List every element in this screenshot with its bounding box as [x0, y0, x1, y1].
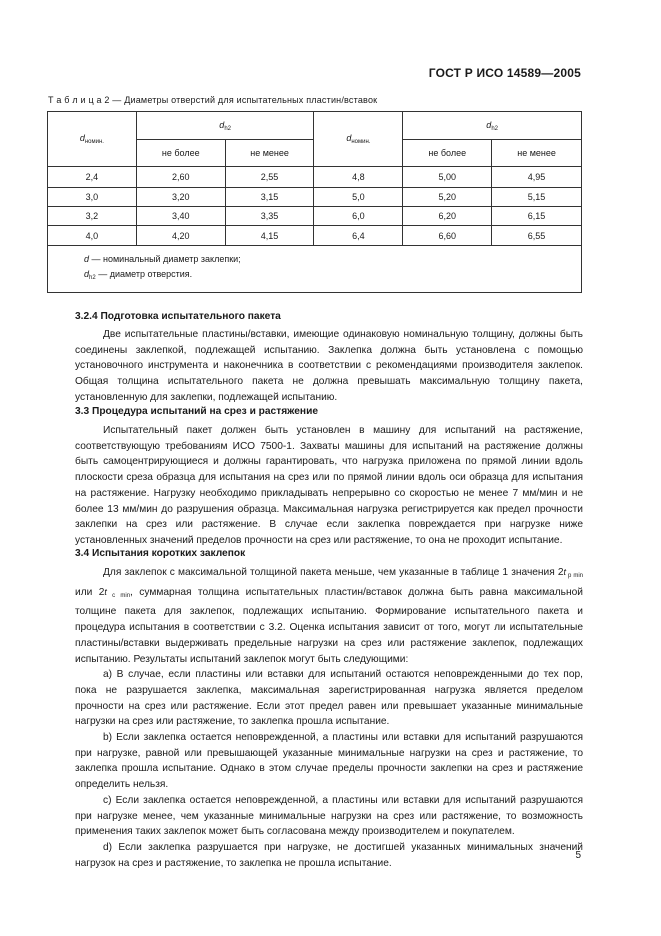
cell: 3,35: [225, 207, 314, 226]
cell: 6,55: [492, 226, 582, 246]
header-not-less: не менее: [225, 140, 314, 167]
cell: 3,40: [136, 207, 225, 226]
section-3-4-heading: 3.4 Испытания коротких заклепок: [75, 548, 246, 559]
cell: 5,0: [314, 188, 403, 207]
cell: 4,15: [225, 226, 314, 246]
header-not-more-2: не более: [403, 140, 492, 167]
result-b: b) Если заклепка остается неповрежденной, а пластины или вставки для испытаний разрушаются при нагрузке, равной или превышающей указанные минимальные нагрузки на срез и растяжение, то заклепка прошла испытание. Однако в этом случае пределы прочности заклепки на срез и растяжение определить нельзя.: [75, 732, 583, 791]
cell: 6,60: [403, 226, 492, 246]
cell: 6,20: [403, 207, 492, 226]
header-not-less-2: не менее: [492, 140, 582, 167]
section-3-4-text: Для заклепок с максимальной толщиной пакета меньше, чем указанные в таблице 1 значения 2t $_{p min}$ или 2t $_{c min}$, суммарная толщина испытательных пластин/вставок должна быть равна максимальной толщине пакета для заклепок, подлежащих испытанию. Формирование испытательного пакета и процедура испытания в соответствии с 3.2. Оценка испытания зависит от того, могут ли испытательные пластины/вставки выдерживать предельные нагрузки на срез или растяжение заклепок, подлежащих испытанию. Результаты испытаний заклепок могут быть следующими: a) В случае, если пластины или вставки для испытаний остаются неповрежденными до тех пор, пока не разрушается заклепка, максимальная зарегистрированная нагрузка является пределом прочности на срез или растяжение. Если этот предел равен или превышает указанные минимальные нагрузки на срез или растяжение, то заклепка прошла испытание. b) Если заклепка остается неповрежденной, а пластины или вставки для испытаний разрушаются при нагрузке, равной или превышающей указанные минимальные нагрузки на срез и растяжение, то заклепка прошла испытание. Однако в этом случае пределы прочности заклепки на срез и растяжение определить нельзя. c) Если заклепка остается неповрежденной, а пластины или вставки для испытаний разрушаются при нагрузке менее, чем указанные минимальные нагрузки на срез или растяжение, то возможность применения таких заклепок может быть согласована между производителем и покупателем. d) Если заклепка разрушается при нагрузке, не достигшей указанных минимальных значений нагрузок на срез и растяжение, то заклепка не прошла испытание.: [75, 565, 583, 871]
cell: 4,0: [48, 226, 137, 246]
cell: 4,20: [136, 226, 225, 246]
section-3-3-text: Испытательный пакет должен быть установлен в машину для испытаний на растяжение, соответствующую требованиям ИСО 7500-1. Захваты машины для испытаний на растяжение должны быть самоцентрирующиеся и должны гарантировать, что нагрузка приложена по прямой линии вдоль плоскости среза образца для испытания на срез или по прямой линии вдоль оси образца для испытания на растяжение. Нагрузку необходимо прикладывать непрерывно со скоростью не менее 7 мм/мин и не более 13 мм/мин до разрушения образца. Максимальная нагрузка регистрируется как предел прочности заклепки на срез или растяжение. В случае если заклепка повреждается при нагрузке ниже установленных значений пределов прочности на срез или растяжение, то она не проходит испытание.: [75, 425, 583, 546]
cell: 5,15: [492, 188, 582, 207]
cell: 5,00: [403, 167, 492, 188]
cell: 2,60: [136, 167, 225, 188]
hole-diameters-table: [47, 111, 582, 293]
table-row: [48, 207, 582, 226]
table-notes: [48, 246, 582, 293]
cell: 2,4: [48, 167, 137, 188]
cell: 3,15: [225, 188, 314, 207]
cell: 4,8: [314, 167, 403, 188]
table-caption: Т а б л и ц а 2 — Диаметры отверстий для испытательных пластин/вставок: [48, 95, 378, 105]
table-row: [48, 226, 582, 246]
header-dh2-left: $d_{h2}$: [136, 112, 314, 140]
cell: 6,4: [314, 226, 403, 246]
standard-designation: ГОСТ Р ИСО 14589—2005: [428, 66, 581, 80]
notes-cell: [48, 246, 582, 293]
cell: 6,15: [492, 207, 582, 226]
section-3-3-heading: 3.3 Процедура испытаний на срез и растяжение: [75, 406, 318, 417]
section-3-2-4-heading: 3.2.4 Подготовка испытательного пакета: [75, 311, 281, 322]
note-d: d — номинальный диаметр заклепки;: [84, 254, 241, 264]
note-dh2: $d_{h2}$ — диаметр отверстия.: [84, 269, 193, 281]
cell: 2,55: [225, 167, 314, 188]
result-c: c) Если заклепка остается неповрежденной, а пластины или вставки для испытаний разрушаются при нагрузке менее, чем указанные минимальные нагрузки на срез или растяжение, то возможность применения таких заклепок может быть согласована между производителем и покупателем.: [75, 794, 583, 838]
result-d: d) Если заклепка разрушается при нагрузке, не достигшей указанных минимальных значений нагрузок на срез и растяжение, то заклепка не прошла испытание.: [75, 841, 583, 869]
page-number: 5: [575, 850, 581, 861]
cell: 3,0: [48, 188, 137, 207]
table-row: [48, 167, 582, 188]
header-not-more: не более: [136, 140, 225, 167]
section-3-2-4-text: Две испытательные пластины/вставки, имеющие одинаковую номинальную толщину, должны быть соединены заклепкой, подлежащей испытанию. Заклепка должна быть установлена с помощью установочного инструмента и наконечника в соответствии с рекомендациями производителя заклепок. Общая толщина испытательного пакета не должна превышать максимальную толщину пакета, установленную для заклепки, подлежащей испытанию.: [75, 329, 583, 403]
cell: 3,2: [48, 207, 137, 226]
cell: 3,20: [136, 188, 225, 207]
header-d-nom-2: $d_{номин.}$: [314, 112, 403, 167]
cell: 6,0: [314, 207, 403, 226]
cell: 4,95: [492, 167, 582, 188]
result-a: a) В случае, если пластины или вставки для испытаний остаются неповрежденными до тех пор, пока не разрушается заклепка, максимальная зарегистрированная нагрузка является пределом прочности на срез или растяжение. Если этот предел равен или превышает указанные минимальные нагрузки на срез или растяжение, то заклепка прошла испытание.: [75, 669, 583, 728]
header-dh2-right: $d_{h2}$: [403, 112, 582, 140]
cell: 5,20: [403, 188, 492, 207]
header-d-nom: $d_{номин.}$: [48, 112, 137, 167]
table-row: [48, 188, 582, 207]
